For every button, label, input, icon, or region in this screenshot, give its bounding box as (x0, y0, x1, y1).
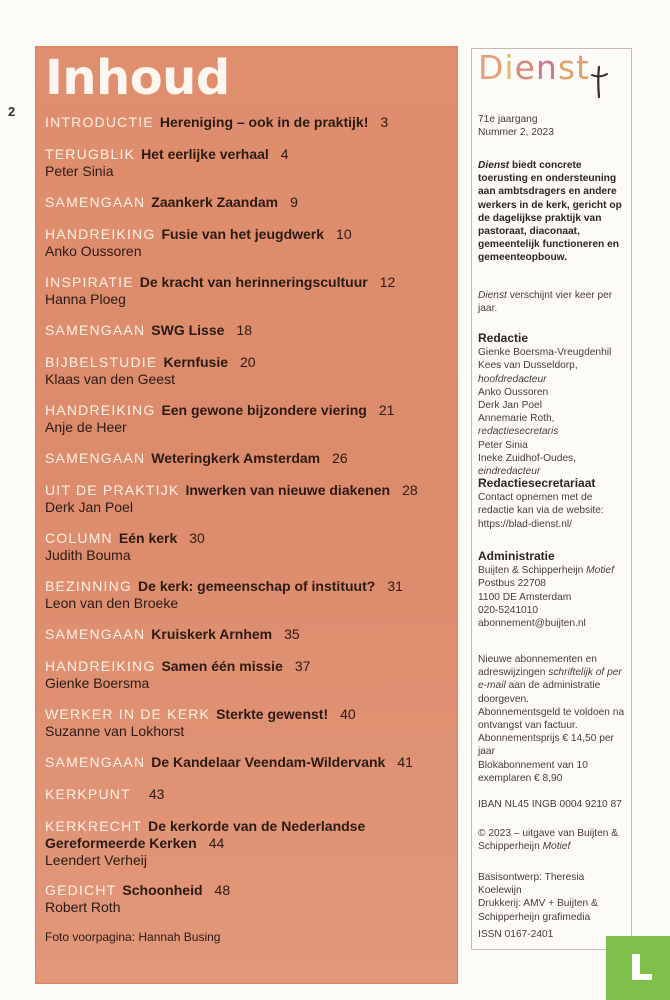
toc-page-number: 21 (378, 402, 395, 418)
toc-category: UIT DE PRAKTIJK (45, 482, 180, 498)
toc-heading: Inhoud (45, 50, 230, 106)
toc-category: INSPIRATIE (45, 274, 134, 290)
toc-entry (45, 530, 450, 564)
toc-page-number: 28 (402, 482, 418, 498)
toc-category: HANDREIKING (45, 658, 156, 674)
member-name: Anko Oussoren (478, 386, 549, 398)
toc-entry (45, 754, 450, 771)
mission-statement (478, 159, 628, 265)
subscription-instructions (478, 653, 628, 706)
toc-category: GEDICHT (45, 882, 117, 898)
brand-letter: D (478, 48, 505, 87)
toc-page-number: 43 (148, 786, 165, 802)
publisher-name: Buijten & Schipperheijn (478, 565, 587, 577)
member-name: Gienke Boersma-Vreugdenhil (478, 347, 612, 359)
toc-entry (45, 114, 450, 131)
subscription-text-italic: schriftelijk of per e-mail (478, 667, 622, 692)
toc-entry (45, 354, 450, 388)
brand-letter: t (576, 48, 590, 87)
toc-category: KERKPUNT (45, 786, 131, 802)
toc-entry (45, 882, 450, 916)
toc-page-number: 3 (380, 114, 389, 130)
toc-entry (45, 578, 450, 612)
toc-title: Inwerken van nieuwe diakenen (185, 482, 391, 498)
toc-author: Anko Oussoren (45, 243, 142, 259)
redactie-member (478, 452, 628, 478)
subscription-line: Blokabonnement van 10 exemplaren € 8,90 (478, 759, 588, 784)
toc-title: De kerk: gemeenschap of instituut? (138, 578, 376, 594)
toc-category: BIJBELSTUDIE (45, 354, 158, 370)
toc-title: Kruiskerk Arnhem (151, 626, 273, 642)
address-line: abonnement@buijten.nl (478, 618, 586, 630)
administratie-section (478, 550, 628, 630)
copyright-text: © 2023 – uitgave van Buijten & Schipperheijn (478, 828, 619, 853)
toc-author: Klaas van den Geest (45, 371, 175, 387)
toc-entry (45, 658, 450, 692)
toc-title-continued: Gereformeerde Kerken (45, 835, 197, 851)
brand-letter: n (535, 48, 558, 87)
toc-category: BEZINNING (45, 578, 133, 594)
toc-author: Gienke Boersma (45, 675, 150, 691)
redactie-member (478, 386, 628, 399)
toc-category: WERKER IN DE KERK (45, 706, 211, 722)
toc-title: De Kandelaar Veendam-Wildervank (151, 754, 386, 770)
redactie-member (478, 359, 628, 372)
toc-author: Robert Roth (45, 899, 121, 915)
toc-title: Een gewone bijzondere viering (161, 402, 367, 418)
member-name: Peter Sinia (478, 439, 528, 451)
redactie-member (478, 399, 628, 412)
toc-title: Het eerlijke verhaal (141, 146, 269, 162)
subscription-text-a: Nieuwe abonnementen en adreswijzingen (478, 654, 597, 679)
toc-entry (45, 706, 450, 740)
printer-credit: Drukkerij: AMV + Buijten & Schipperheijn grafimedia (478, 898, 598, 923)
toc-category: SAMENGAAN (45, 322, 146, 338)
toc-category: SAMENGAAN (45, 450, 146, 466)
redactie-section (478, 332, 628, 478)
toc-author: Judith Bouma (45, 547, 131, 563)
toc-title: SWG Lisse (151, 322, 225, 338)
toc-author: Derk Jan Poel (45, 499, 133, 515)
frequency-text: verschijnt vier keer per jaar. (478, 290, 613, 315)
toc-entry (45, 626, 450, 643)
toc-page-number: 40 (340, 706, 356, 722)
toc-page-number: 41 (397, 754, 413, 770)
toc-entry (45, 194, 450, 211)
toc-author: Hanna Ploeg (45, 291, 126, 307)
toc-author: Anje de Heer (45, 419, 127, 435)
publisher-imprint: Motief (586, 565, 614, 577)
brand-wordmark (478, 48, 590, 87)
administratie-address (478, 577, 628, 630)
secretariaat-heading: Redactiesecretariaat (478, 476, 596, 490)
toc-page-number: 9 (290, 194, 298, 210)
redactie-member (478, 346, 628, 359)
brand-letter: s (557, 48, 577, 87)
toc-author: Peter Sinia (45, 163, 114, 179)
toc-entry (45, 450, 450, 467)
address-line: 020-5241010 (478, 604, 539, 616)
frequency-brand: Dienst (478, 290, 507, 301)
copyright (478, 827, 628, 853)
member-role: eindredacteur (478, 466, 541, 478)
photo-credit: Foto voorpagina: Hannah Busing (45, 930, 221, 944)
toc-category: HANDREIKING (45, 226, 156, 242)
subscription-text-b: aan de administratie doorgeven. (478, 680, 601, 705)
toc-category: HANDREIKING (45, 402, 156, 418)
cross-icon (589, 65, 609, 99)
member-name: Kees van Dusseldorp, (478, 360, 578, 372)
toc-page-number: 20 (240, 354, 256, 370)
toc-page-number: 31 (387, 578, 403, 594)
redactie-member (478, 439, 628, 452)
redactie-heading: Redactie (478, 331, 529, 345)
toc-page-number: 18 (236, 322, 252, 338)
toc-entry (45, 274, 450, 308)
toc-category: TERUGBLIK (45, 146, 136, 162)
edition-info (478, 113, 628, 139)
toc-author: Suzanne van Lokhorst (45, 723, 185, 739)
toc-title: Kernfusie (163, 354, 229, 370)
issn: ISSN 0167-2401 (478, 929, 554, 940)
colophon-box (471, 48, 632, 950)
subscription-prices (478, 706, 628, 785)
toc-page-number: 48 (214, 882, 231, 898)
member-role: redactiesecretaris (478, 426, 559, 438)
toc-title: Schoonheid (122, 882, 203, 898)
member-name: Derk Jan Poel (478, 400, 542, 412)
toc-category: SAMENGAAN (45, 626, 146, 642)
toc-entry (45, 322, 450, 339)
administratie-heading: Administratie (478, 549, 555, 563)
toc-page-number: 35 (284, 626, 300, 642)
redactie-list (478, 346, 628, 478)
toc-category: SAMENGAAN (45, 754, 146, 770)
toc-entry (45, 818, 450, 869)
page-number: 2 (8, 104, 16, 119)
design-credit: Basisontwerp: Theresia Koelewijn (478, 872, 585, 897)
toc-author: Leendert Verheij (45, 852, 147, 868)
mission-text: biedt concrete toerusting en ondersteuning aan ambtsdragers en andere werkers in de kerk, gericht op de dagelijkse praktijk van pastoraat, diaconaat, gemeentelijk functioneren en gemeenteopbouw. (478, 160, 622, 264)
address-line: 1100 DE Amsterdam (478, 591, 572, 603)
corner-logo-glyph-foot (632, 974, 652, 980)
toc-title: Samen één missie (161, 658, 283, 674)
toc-category: KERKRECHT (45, 818, 143, 834)
subscription-line: Abonnementsgeld te voldoen na ontvangst van factuur. (478, 706, 625, 732)
secretariaat-text: Contact opnemen met de redactie kan via de website: https://blad-dienst.nl/ (478, 492, 604, 530)
toc-category: SAMENGAAN (45, 194, 146, 210)
toc-title: Fusie van het jeugdwerk (161, 226, 325, 242)
administratie-publisher (478, 564, 628, 577)
toc-title: Sterkte gewenst! (216, 706, 329, 722)
brand-logo (478, 48, 590, 87)
frequency-note (478, 289, 628, 315)
edition-number: Nummer 2, 2023 (478, 127, 554, 139)
brand-letter: i (504, 48, 515, 87)
edition-volume: 71e jaargang (478, 114, 538, 125)
toc-category: COLUMN (45, 530, 113, 546)
toc-entry (45, 482, 450, 516)
toc-page-number: 30 (189, 530, 205, 546)
toc-category: INTRODUCTIE (45, 114, 154, 130)
toc-page-number: 44 (208, 835, 225, 851)
toc-title: De kerkorde van de Nederlandse (148, 818, 366, 834)
toc-entry (45, 226, 450, 260)
toc-entry (45, 402, 450, 436)
address-line: Postbus 22708 (478, 578, 546, 590)
subscription-line: Abonnementsprijs € 14,50 per jaar (478, 733, 614, 758)
subscription-section (478, 653, 628, 785)
toc-list (35, 46, 458, 984)
toc-entry (45, 146, 450, 180)
toc-title: Zaankerk Zaandam (151, 194, 279, 210)
toc-title: Eén kerk (118, 530, 178, 546)
member-name: Annemarie Roth, (478, 413, 555, 425)
toc-page-number: 4 (280, 146, 289, 162)
corner-logo (606, 936, 670, 1000)
toc-page-number: 12 (379, 274, 396, 290)
iban: IBAN NL45 INGB 0004 9210 87 (478, 799, 622, 810)
toc-title: Hereniging – ook in de praktijk! (159, 114, 369, 130)
brand-letter: e (514, 48, 536, 87)
toc-page-number: 10 (336, 226, 352, 242)
toc-title: De kracht van herinneringscultuur (139, 274, 368, 290)
member-name: Ineke Zuidhof-Oudes, (478, 452, 576, 464)
table-of-contents (35, 46, 458, 984)
member-role: hoofdredacteur (478, 373, 547, 385)
redactie-member (478, 373, 628, 386)
mission-brand: Dienst (478, 160, 510, 171)
toc-author: Leon van den Broeke (45, 595, 179, 611)
toc-entry (45, 786, 450, 803)
toc-page-number: 37 (294, 658, 311, 674)
toc-title: Weteringkerk Amsterdam (151, 450, 321, 466)
secretariaat-section (478, 477, 628, 531)
toc-page-number: 26 (332, 450, 348, 466)
redactie-member (478, 412, 628, 438)
copyright-imprint: Motief (542, 841, 571, 853)
design-credits (478, 871, 628, 924)
